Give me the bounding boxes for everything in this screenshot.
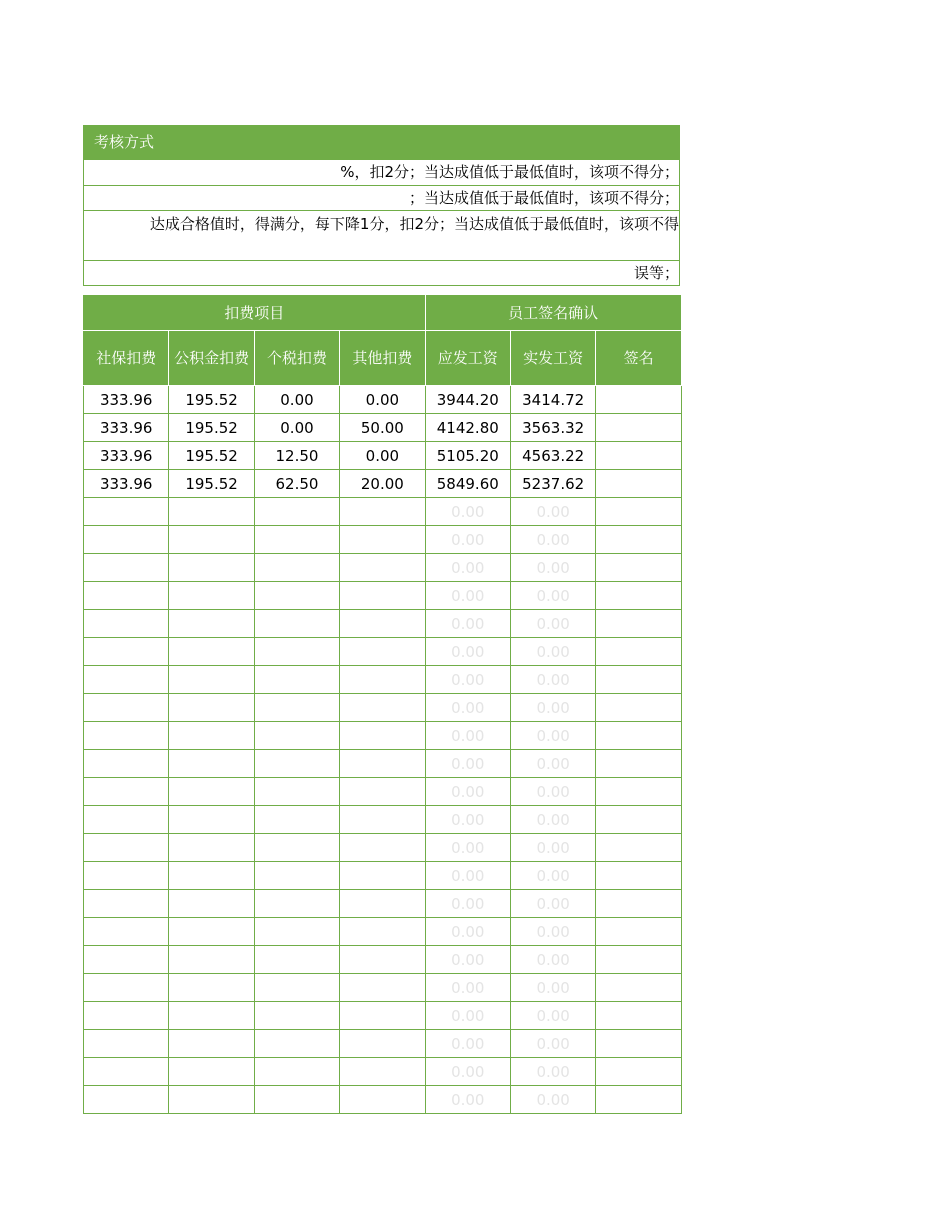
- housing-fund-cell[interactable]: [169, 974, 254, 1002]
- housing-fund-cell[interactable]: [169, 722, 254, 750]
- net-pay-cell[interactable]: 5237.62: [510, 470, 595, 498]
- signature-cell[interactable]: [596, 778, 681, 806]
- signature-cell[interactable]: [596, 610, 681, 638]
- other-deduction-cell[interactable]: [340, 890, 425, 918]
- signature-cell[interactable]: [596, 1030, 681, 1058]
- income-tax-cell[interactable]: [254, 806, 339, 834]
- other-deduction-cell[interactable]: [340, 554, 425, 582]
- gross-pay-cell[interactable]: 0.00: [425, 890, 510, 918]
- income-tax-cell[interactable]: [254, 666, 339, 694]
- table-row: [84, 666, 682, 694]
- income-tax-cell[interactable]: [254, 554, 339, 582]
- table-row: [84, 750, 682, 778]
- gross-pay-cell[interactable]: 0.00: [425, 722, 510, 750]
- table-row: [84, 498, 682, 526]
- signature-cell[interactable]: [596, 638, 681, 666]
- social-security-cell[interactable]: [84, 778, 169, 806]
- income-tax-cell[interactable]: [254, 1086, 339, 1114]
- other-deduction-cell[interactable]: 20.00: [340, 470, 425, 498]
- income-tax-cell[interactable]: [254, 750, 339, 778]
- social-security-cell[interactable]: [84, 1058, 169, 1086]
- net-pay-cell[interactable]: 0.00: [510, 1058, 595, 1086]
- table-row: [84, 806, 682, 834]
- gross-pay-cell[interactable]: 0.00: [425, 582, 510, 610]
- table-row: [84, 694, 682, 722]
- gross-pay-cell[interactable]: 0.00: [425, 834, 510, 862]
- net-pay-cell[interactable]: 0.00: [510, 582, 595, 610]
- income-tax-cell[interactable]: [254, 778, 339, 806]
- net-pay-cell[interactable]: 0.00: [510, 498, 595, 526]
- other-deduction-cell[interactable]: [340, 666, 425, 694]
- net-pay-cell[interactable]: 0.00: [510, 1002, 595, 1030]
- income-tax-cell[interactable]: [254, 974, 339, 1002]
- income-tax-cell[interactable]: [254, 1058, 339, 1086]
- col-header-gross-pay: 应发工资: [425, 331, 510, 386]
- housing-fund-cell[interactable]: [169, 1086, 254, 1114]
- net-pay-cell[interactable]: 3414.72: [510, 386, 595, 414]
- gross-pay-cell[interactable]: 0.00: [425, 1030, 510, 1058]
- housing-fund-cell[interactable]: [169, 526, 254, 554]
- net-pay-cell[interactable]: 0.00: [510, 778, 595, 806]
- gross-pay-cell[interactable]: 0.00: [425, 862, 510, 890]
- net-pay-cell[interactable]: 0.00: [510, 918, 595, 946]
- net-pay-cell[interactable]: 4563.22: [510, 442, 595, 470]
- table-row: [84, 946, 682, 974]
- net-pay-cell[interactable]: 0.00: [510, 526, 595, 554]
- signature-cell[interactable]: [596, 750, 681, 778]
- table-row: [84, 554, 682, 582]
- other-deduction-cell[interactable]: 0.00: [340, 386, 425, 414]
- social-security-cell[interactable]: [84, 582, 169, 610]
- table-row: [84, 582, 682, 610]
- assessment-line: %，扣2分；当达成值低于最低值时，该项不得分；: [84, 159, 679, 185]
- housing-fund-cell[interactable]: [169, 554, 254, 582]
- gross-pay-cell[interactable]: 0.00: [425, 554, 510, 582]
- net-pay-cell[interactable]: 0.00: [510, 806, 595, 834]
- income-tax-cell[interactable]: [254, 890, 339, 918]
- signature-cell[interactable]: [596, 386, 681, 414]
- net-pay-cell[interactable]: 0.00: [510, 638, 595, 666]
- net-pay-cell[interactable]: 0.00: [510, 1030, 595, 1058]
- housing-fund-cell[interactable]: 195.52: [169, 442, 254, 470]
- table-row: [84, 526, 682, 554]
- social-security-cell[interactable]: 333.96: [84, 414, 169, 442]
- signature-cell[interactable]: [596, 694, 681, 722]
- other-deduction-cell[interactable]: [340, 638, 425, 666]
- table-row: [84, 638, 682, 666]
- income-tax-cell[interactable]: [254, 834, 339, 862]
- social-security-cell[interactable]: [84, 694, 169, 722]
- other-deduction-cell[interactable]: [340, 778, 425, 806]
- signature-cell[interactable]: [596, 526, 681, 554]
- signature-group-header: 员工签名确认: [425, 295, 681, 331]
- signature-cell[interactable]: [596, 498, 681, 526]
- other-deduction-cell[interactable]: [340, 750, 425, 778]
- signature-cell[interactable]: [596, 442, 681, 470]
- housing-fund-cell[interactable]: [169, 694, 254, 722]
- col-header-net-pay: 实发工资: [510, 331, 595, 386]
- table-row: [84, 974, 682, 1002]
- col-header-signature: 签名: [596, 331, 681, 386]
- other-deduction-cell[interactable]: [340, 1058, 425, 1086]
- net-pay-cell[interactable]: 0.00: [510, 750, 595, 778]
- gross-pay-cell[interactable]: 4142.80: [425, 414, 510, 442]
- income-tax-cell[interactable]: 62.50: [254, 470, 339, 498]
- signature-cell[interactable]: [596, 862, 681, 890]
- gross-pay-cell[interactable]: 0.00: [425, 974, 510, 1002]
- social-security-cell[interactable]: [84, 610, 169, 638]
- signature-cell[interactable]: [596, 722, 681, 750]
- table-row: [84, 1030, 682, 1058]
- gross-pay-cell[interactable]: 0.00: [425, 750, 510, 778]
- table-row: [84, 918, 682, 946]
- signature-cell[interactable]: [596, 974, 681, 1002]
- other-deduction-cell[interactable]: [340, 722, 425, 750]
- gross-pay-cell[interactable]: 5849.60: [425, 470, 510, 498]
- signature-cell[interactable]: [596, 1086, 681, 1114]
- social-security-cell[interactable]: [84, 862, 169, 890]
- signature-cell[interactable]: [596, 554, 681, 582]
- gross-pay-cell[interactable]: 0.00: [425, 918, 510, 946]
- assessment-method-block: [83, 125, 680, 286]
- social-security-cell[interactable]: [84, 750, 169, 778]
- housing-fund-cell[interactable]: [169, 666, 254, 694]
- table-row: [84, 610, 682, 638]
- social-security-cell[interactable]: [84, 554, 169, 582]
- other-deduction-cell[interactable]: [340, 834, 425, 862]
- housing-fund-cell[interactable]: [169, 834, 254, 862]
- net-pay-cell[interactable]: 0.00: [510, 1086, 595, 1114]
- assessment-line: 误等；: [84, 260, 679, 285]
- gross-pay-cell[interactable]: 0.00: [425, 610, 510, 638]
- housing-fund-cell[interactable]: [169, 778, 254, 806]
- col-header-income-tax: 个税扣费: [254, 331, 339, 386]
- housing-fund-cell[interactable]: [169, 638, 254, 666]
- signature-cell[interactable]: [596, 666, 681, 694]
- social-security-cell[interactable]: 333.96: [84, 470, 169, 498]
- income-tax-cell[interactable]: 0.00: [254, 386, 339, 414]
- housing-fund-cell[interactable]: [169, 890, 254, 918]
- gross-pay-cell[interactable]: 0.00: [425, 1086, 510, 1114]
- net-pay-cell[interactable]: 0.00: [510, 974, 595, 1002]
- table-row: [84, 1002, 682, 1030]
- signature-cell[interactable]: [596, 1058, 681, 1086]
- signature-cell[interactable]: [596, 582, 681, 610]
- housing-fund-cell[interactable]: [169, 946, 254, 974]
- gross-pay-cell[interactable]: 0.00: [425, 806, 510, 834]
- income-tax-cell[interactable]: [254, 946, 339, 974]
- table-row: [84, 722, 682, 750]
- table-row: [84, 414, 682, 442]
- gross-pay-cell[interactable]: 0.00: [425, 638, 510, 666]
- housing-fund-cell[interactable]: [169, 918, 254, 946]
- social-security-cell[interactable]: [84, 974, 169, 1002]
- gross-pay-cell[interactable]: 5105.20: [425, 442, 510, 470]
- social-security-cell[interactable]: [84, 918, 169, 946]
- social-security-cell[interactable]: [84, 1002, 169, 1030]
- net-pay-cell[interactable]: 0.00: [510, 946, 595, 974]
- housing-fund-cell[interactable]: [169, 862, 254, 890]
- salary-table: [83, 294, 682, 1114]
- net-pay-cell[interactable]: 3563.32: [510, 414, 595, 442]
- col-header-social-security: 社保扣费: [84, 331, 169, 386]
- other-deduction-cell[interactable]: [340, 582, 425, 610]
- signature-cell[interactable]: [596, 414, 681, 442]
- column-header-row: [84, 331, 682, 386]
- other-deduction-cell[interactable]: [340, 498, 425, 526]
- social-security-cell[interactable]: [84, 806, 169, 834]
- social-security-cell[interactable]: [84, 722, 169, 750]
- table-row: [84, 386, 682, 414]
- gross-pay-cell[interactable]: 0.00: [425, 778, 510, 806]
- net-pay-cell[interactable]: 0.00: [510, 722, 595, 750]
- signature-cell[interactable]: [596, 890, 681, 918]
- signature-cell[interactable]: [596, 470, 681, 498]
- table-body: [84, 386, 682, 1114]
- income-tax-cell[interactable]: [254, 862, 339, 890]
- other-deduction-cell[interactable]: [340, 862, 425, 890]
- net-pay-cell[interactable]: 0.00: [510, 890, 595, 918]
- other-deduction-cell[interactable]: [340, 806, 425, 834]
- signature-cell[interactable]: [596, 806, 681, 834]
- other-deduction-cell[interactable]: [340, 610, 425, 638]
- housing-fund-cell[interactable]: [169, 1058, 254, 1086]
- housing-fund-cell[interactable]: [169, 806, 254, 834]
- signature-cell[interactable]: [596, 918, 681, 946]
- social-security-cell[interactable]: [84, 638, 169, 666]
- social-security-cell[interactable]: [84, 1030, 169, 1058]
- income-tax-cell[interactable]: [254, 638, 339, 666]
- net-pay-cell[interactable]: 0.00: [510, 666, 595, 694]
- income-tax-cell[interactable]: [254, 918, 339, 946]
- net-pay-cell[interactable]: 0.00: [510, 694, 595, 722]
- housing-fund-cell[interactable]: [169, 610, 254, 638]
- gross-pay-cell[interactable]: 0.00: [425, 1058, 510, 1086]
- other-deduction-cell[interactable]: [340, 946, 425, 974]
- assessment-line: 达成合格值时，得满分，每下降1分，扣2分；当达成值低于最低值时，该项不得: [84, 210, 679, 260]
- assessment-line: ；当达成值低于最低值时，该项不得分；: [84, 185, 679, 210]
- table-row: [84, 442, 682, 470]
- gross-pay-cell[interactable]: 0.00: [425, 498, 510, 526]
- other-deduction-cell[interactable]: [340, 526, 425, 554]
- social-security-cell[interactable]: [84, 890, 169, 918]
- net-pay-cell[interactable]: 0.00: [510, 862, 595, 890]
- income-tax-cell[interactable]: [254, 610, 339, 638]
- gross-pay-cell[interactable]: 0.00: [425, 526, 510, 554]
- table-row: [84, 470, 682, 498]
- table-row: [84, 834, 682, 862]
- income-tax-cell[interactable]: [254, 582, 339, 610]
- housing-fund-cell[interactable]: [169, 498, 254, 526]
- net-pay-cell[interactable]: 0.00: [510, 834, 595, 862]
- table-row: [84, 862, 682, 890]
- social-security-cell[interactable]: [84, 666, 169, 694]
- income-tax-cell[interactable]: 12.50: [254, 442, 339, 470]
- social-security-cell[interactable]: 333.96: [84, 442, 169, 470]
- social-security-cell[interactable]: [84, 946, 169, 974]
- table-row: [84, 890, 682, 918]
- other-deduction-cell[interactable]: [340, 1002, 425, 1030]
- gross-pay-cell[interactable]: 0.00: [425, 946, 510, 974]
- other-deduction-cell[interactable]: [340, 1086, 425, 1114]
- gross-pay-cell[interactable]: 0.00: [425, 694, 510, 722]
- income-tax-cell[interactable]: [254, 1002, 339, 1030]
- housing-fund-cell[interactable]: [169, 1030, 254, 1058]
- table-row: [84, 1086, 682, 1114]
- signature-cell[interactable]: [596, 834, 681, 862]
- table-row: [84, 1058, 682, 1086]
- income-tax-cell[interactable]: [254, 694, 339, 722]
- social-security-cell[interactable]: [84, 834, 169, 862]
- other-deduction-cell[interactable]: 0.00: [340, 442, 425, 470]
- table-row: [84, 778, 682, 806]
- other-deduction-cell[interactable]: [340, 694, 425, 722]
- deduction-group-header: 扣费项目: [84, 295, 426, 331]
- housing-fund-cell[interactable]: [169, 750, 254, 778]
- social-security-cell[interactable]: [84, 498, 169, 526]
- social-security-cell[interactable]: 333.96: [84, 386, 169, 414]
- signature-cell[interactable]: [596, 1002, 681, 1030]
- other-deduction-cell[interactable]: 50.00: [340, 414, 425, 442]
- income-tax-cell[interactable]: [254, 1030, 339, 1058]
- income-tax-cell[interactable]: [254, 722, 339, 750]
- other-deduction-cell[interactable]: [340, 1030, 425, 1058]
- income-tax-cell[interactable]: [254, 526, 339, 554]
- net-pay-cell[interactable]: 0.00: [510, 554, 595, 582]
- gross-pay-cell[interactable]: 0.00: [425, 1002, 510, 1030]
- col-header-other-deduction: 其他扣费: [340, 331, 425, 386]
- housing-fund-cell[interactable]: 195.52: [169, 386, 254, 414]
- social-security-cell[interactable]: [84, 1086, 169, 1114]
- housing-fund-cell[interactable]: [169, 1002, 254, 1030]
- income-tax-cell[interactable]: 0.00: [254, 414, 339, 442]
- gross-pay-cell[interactable]: 3944.20: [425, 386, 510, 414]
- net-pay-cell[interactable]: 0.00: [510, 610, 595, 638]
- social-security-cell[interactable]: [84, 526, 169, 554]
- group-header-row: [84, 295, 682, 331]
- col-header-housing-fund: 公积金扣费: [169, 331, 254, 386]
- housing-fund-cell[interactable]: [169, 582, 254, 610]
- housing-fund-cell[interactable]: 195.52: [169, 470, 254, 498]
- income-tax-cell[interactable]: [254, 498, 339, 526]
- other-deduction-cell[interactable]: [340, 918, 425, 946]
- gross-pay-cell[interactable]: 0.00: [425, 666, 510, 694]
- assessment-method-header: 考核方式: [84, 126, 679, 159]
- other-deduction-cell[interactable]: [340, 974, 425, 1002]
- housing-fund-cell[interactable]: 195.52: [169, 414, 254, 442]
- signature-cell[interactable]: [596, 946, 681, 974]
